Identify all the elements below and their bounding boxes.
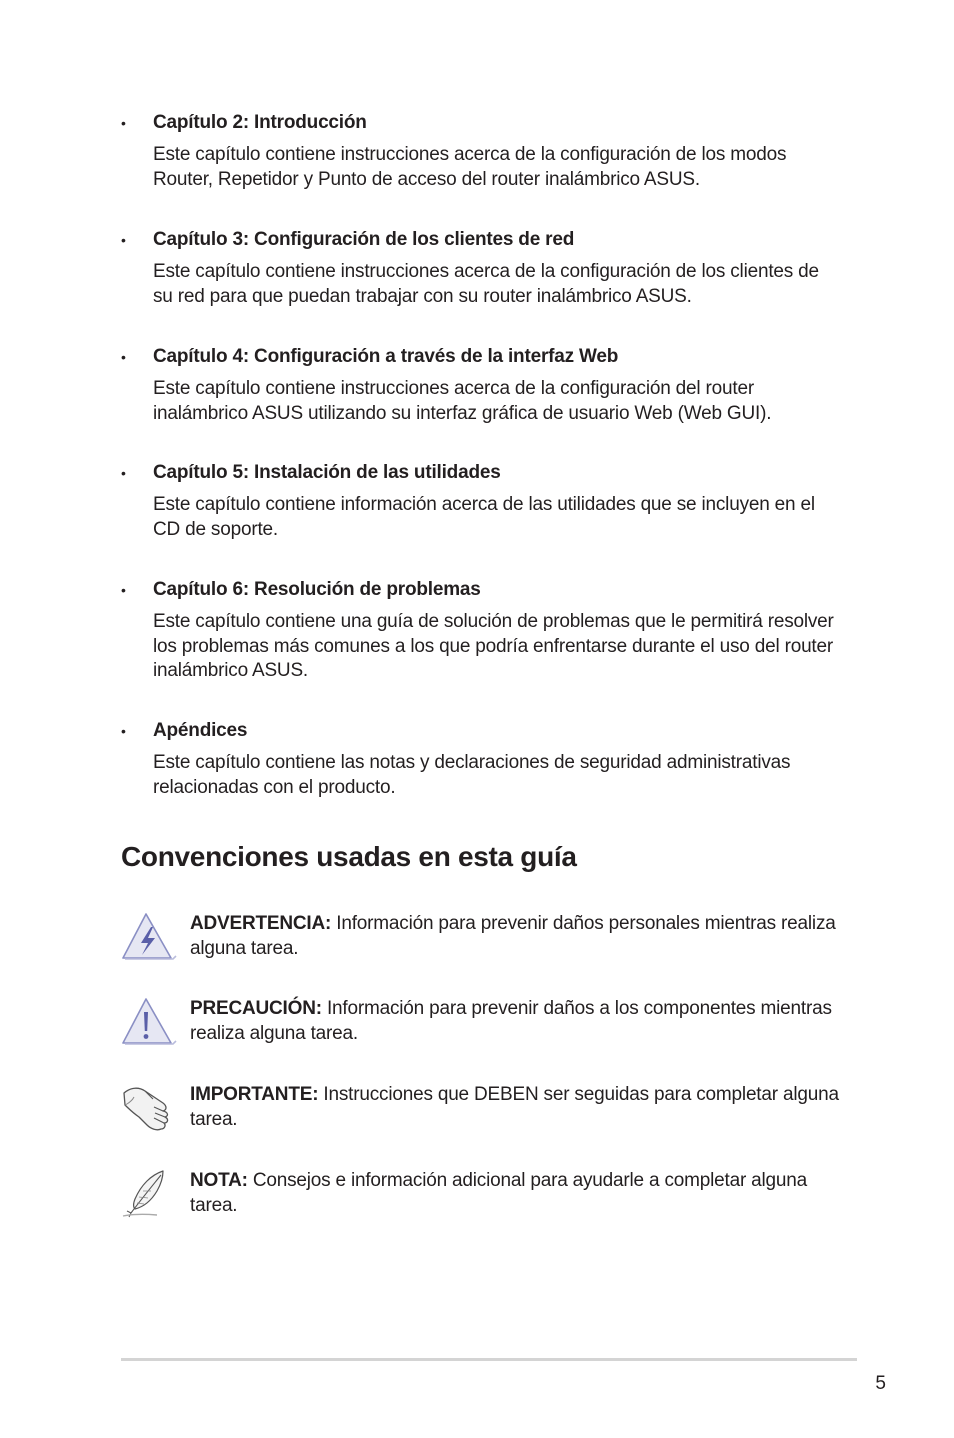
chapter-description: Este capítulo contiene información acerca de las utilidades que se incluyen en el CD de soporte. bbox=[153, 494, 815, 540]
chapter-title: Capítulo 2: Introducción bbox=[153, 112, 367, 133]
chapter-title: Apéndices bbox=[153, 720, 248, 741]
bullet: • bbox=[121, 115, 126, 131]
chapter-title: Capítulo 5: Instalación de las utilidades bbox=[153, 462, 501, 483]
chapter-description: Este capítulo contiene las notas y declaraciones de seguridad administrativas relacionadas con el producto. bbox=[153, 752, 791, 798]
chapter-title: Capítulo 6: Resolución de problemas bbox=[153, 579, 481, 600]
convention-description: Consejos e información adicional para ayudarle a completar alguna tarea. bbox=[190, 1170, 807, 1216]
convention-text bbox=[190, 1083, 850, 1132]
convention-description: Información para prevenir daños a los componentes mientras realiza alguna tarea. bbox=[190, 998, 832, 1044]
chapter-title: Capítulo 4: Configuración a través de la interfaz Web bbox=[153, 346, 619, 367]
note-feather-icon bbox=[121, 1169, 179, 1227]
footer-divider bbox=[121, 1358, 857, 1361]
convention-description: Instrucciones que DEBEN ser seguidas para completar alguna tarea. bbox=[190, 1084, 839, 1130]
convention-text bbox=[190, 1169, 850, 1218]
bullet: • bbox=[121, 723, 126, 739]
convention-label: NOTA: bbox=[190, 1170, 248, 1191]
convention-label: ADVERTENCIA: bbox=[190, 913, 332, 934]
convention-label: PRECAUCIÓN: bbox=[190, 998, 322, 1019]
bullet: • bbox=[121, 582, 126, 598]
bullet: • bbox=[121, 465, 126, 481]
chapter-description: Este capítulo contiene una guía de solución de problemas que le permitirá resolver los problemas más comunes a los que podría enfrentarse durante el uso del router inalámbrico ASUS. bbox=[153, 611, 834, 681]
chapter-description: Este capítulo contiene instrucciones acerca de la configuración del router inalámbrico ASUS utilizando su interfaz gráfica de usuario Web (Web GUI). bbox=[153, 378, 772, 424]
section-heading: Convenciones usadas en esta guía bbox=[121, 841, 577, 872]
bullet: • bbox=[121, 349, 126, 365]
convention-description: Información para prevenir daños personales mientras realiza alguna tarea. bbox=[190, 913, 836, 959]
important-hand-icon bbox=[121, 1083, 179, 1141]
bullet: • bbox=[121, 232, 126, 248]
warning-lightning-icon bbox=[121, 912, 179, 970]
chapter-description: Este capítulo contiene instrucciones acerca de la configuración de los clientes de su red para que puedan trabajar con su router inalámbrico ASUS. bbox=[153, 261, 819, 307]
chapter-description: Este capítulo contiene instrucciones acerca de la configuración de los modos Router, Repetidor y Punto de acceso del router inalámbrico ASUS. bbox=[153, 144, 787, 190]
convention-label: IMPORTANTE: bbox=[190, 1084, 319, 1105]
caution-exclamation-icon bbox=[121, 997, 179, 1055]
chapter-title: Capítulo 3: Configuración de los clientes de red bbox=[153, 229, 575, 250]
page-number: 5 bbox=[875, 1373, 886, 1394]
convention-text bbox=[190, 912, 850, 961]
convention-text bbox=[190, 997, 850, 1046]
